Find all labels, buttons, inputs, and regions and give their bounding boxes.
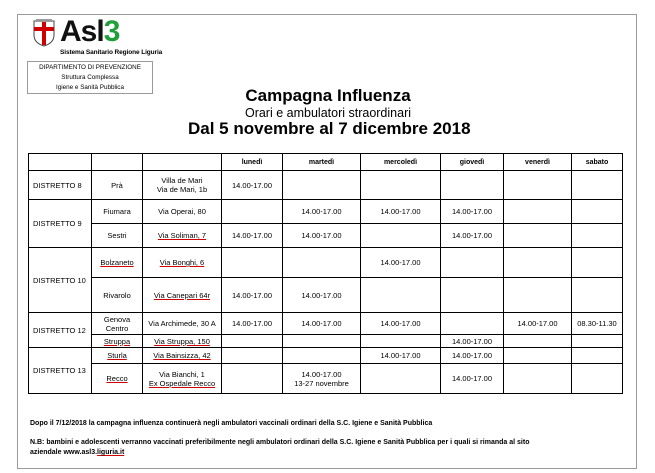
logo-tagline: Sistema Sanitario Regione Liguria xyxy=(60,49,163,56)
hours-cell xyxy=(504,364,572,394)
hours-cell: 14.00-17.00 xyxy=(283,313,361,335)
date-range: Dal 5 novembre al 7 dicembre 2018 xyxy=(188,119,471,138)
location-cell: Rivarolo xyxy=(92,278,143,313)
hours-cell xyxy=(504,248,572,278)
address-cell: Via Bianchi, 1 Ex Ospedale Recco xyxy=(143,364,222,394)
table-row xyxy=(29,248,623,278)
district-cell: DISTRETTO 8 xyxy=(29,171,92,200)
department-box xyxy=(27,61,153,94)
department-line: Struttura Complessa xyxy=(61,74,119,81)
hours-cell xyxy=(572,278,623,313)
schedule-table xyxy=(28,153,623,394)
hours-cell xyxy=(504,278,572,313)
hours-cell: 14.00-17.00 xyxy=(441,335,504,348)
district-cell: DISTRETTO 9 xyxy=(29,200,92,248)
address-cell: Via Canepari 64r xyxy=(143,278,222,313)
hours-cell xyxy=(572,335,623,348)
day-header: venerdì xyxy=(504,154,572,171)
hours-cell: 14.00-17.00 xyxy=(361,348,441,364)
liguria-crest-icon xyxy=(33,19,55,47)
hours-cell: 14.00-17.00 xyxy=(361,248,441,278)
location-cell: Recco xyxy=(92,364,143,394)
hours-cell: 14.00-17.00 xyxy=(441,200,504,224)
hours-cell: 14.00-17.00 xyxy=(283,278,361,313)
hours-cell: 14.00-17.00 xyxy=(222,171,283,200)
department-line: Igiene e Sanità Pubblica xyxy=(56,84,124,91)
address-cell: Via Bonghi, 6 xyxy=(143,248,222,278)
hours-cell xyxy=(504,171,572,200)
hours-cell xyxy=(222,248,283,278)
hours-cell: 14.00-17.00 13-27 novembre xyxy=(283,364,361,394)
hours-cell xyxy=(441,171,504,200)
hours-cell xyxy=(361,364,441,394)
location-cell: Bolzaneto xyxy=(92,248,143,278)
hours-cell: 14.00-17.00 xyxy=(441,348,504,364)
location-cell: Genova Centro xyxy=(92,313,143,335)
website-link[interactable]: liguria.it xyxy=(97,449,125,456)
hours-cell xyxy=(572,171,623,200)
hours-cell xyxy=(504,200,572,224)
hours-cell: 14.00-17.00 xyxy=(222,313,283,335)
table-row xyxy=(29,364,623,394)
hours-cell: 14.00-17.00 xyxy=(441,364,504,394)
hours-cell xyxy=(441,278,504,313)
location-cell: Fiumara xyxy=(92,200,143,224)
table-row xyxy=(29,348,623,364)
hours-cell xyxy=(222,200,283,224)
table-row xyxy=(29,171,623,200)
day-header: lunedì xyxy=(222,154,283,171)
hours-cell xyxy=(572,364,623,394)
hours-cell xyxy=(504,348,572,364)
table-row xyxy=(29,200,623,224)
district-cell: DISTRETTO 13 xyxy=(29,348,92,394)
address-cell: Via Soliman, 7 xyxy=(143,224,222,248)
day-header: giovedì xyxy=(441,154,504,171)
hours-cell: 14.00-17.00 xyxy=(361,200,441,224)
hours-cell: 14.00-17.00 xyxy=(504,313,572,335)
address-cell: Via Struppa, 150 xyxy=(143,335,222,348)
hours-cell xyxy=(283,348,361,364)
department-line: DIPARTIMENTO DI PREVENZIONE xyxy=(39,64,141,71)
note-children: N.B: bambini e adolescenti verranno vaccinati preferibilmente negli ambulatori ordinari della S.C. Igiene e Sanità Pubblica per i quali si rimanda al sito aziendale www.asl3.liguria.it xyxy=(30,439,530,456)
hours-cell: 14.00-17.00 xyxy=(222,224,283,248)
hours-cell: 14.00-17.00 xyxy=(222,278,283,313)
header-row xyxy=(29,154,623,171)
note-after-campaign: Dopo il 7/12/2018 la campagna influenza continuerà negli ambulatori vaccinali ordinari della S.C. Igiene e Sanità Pubblica xyxy=(30,420,433,427)
hours-cell xyxy=(361,171,441,200)
table-row xyxy=(29,313,623,335)
table-row xyxy=(29,224,623,248)
hours-cell xyxy=(572,200,623,224)
location-cell: Sturla xyxy=(92,348,143,364)
hours-cell xyxy=(572,248,623,278)
address-cell: Via Operai, 80 xyxy=(143,200,222,224)
address-cell: Via Archimede, 30 A xyxy=(143,313,222,335)
asl3-logo xyxy=(33,17,163,61)
page-subtitle: Orari e ambulatori straordinari xyxy=(244,106,412,120)
hours-cell xyxy=(504,224,572,248)
hours-cell xyxy=(222,364,283,394)
hours-cell: 14.00-17.00 xyxy=(283,200,361,224)
district-cell: DISTRETTO 10 xyxy=(29,248,92,313)
hours-cell xyxy=(222,348,283,364)
hours-cell xyxy=(441,313,504,335)
hours-cell xyxy=(572,348,623,364)
hours-cell: 14.00-17.00 xyxy=(361,313,441,335)
logo-wordmark: Asl3 xyxy=(60,15,120,48)
hours-cell xyxy=(504,335,572,348)
table-row xyxy=(29,335,623,348)
hours-cell: 14.00-17.00 xyxy=(283,224,361,248)
hours-cell xyxy=(441,248,504,278)
location-cell: Sestri xyxy=(92,224,143,248)
district-cell: DISTRETTO 12 xyxy=(29,313,92,348)
hours-cell xyxy=(222,335,283,348)
location-cell: Prà xyxy=(92,171,143,200)
day-header: mercoledì xyxy=(361,154,441,171)
hours-cell xyxy=(361,335,441,348)
hours-cell xyxy=(283,335,361,348)
hours-cell xyxy=(361,224,441,248)
hours-cell: 08.30-11.30 xyxy=(572,313,623,335)
hours-cell xyxy=(572,224,623,248)
hours-cell xyxy=(283,171,361,200)
page-title: Campagna Influenza xyxy=(245,86,411,105)
day-header: martedì xyxy=(283,154,361,171)
table-row xyxy=(29,278,623,313)
location-cell: Struppa xyxy=(92,335,143,348)
hours-cell: 14.00-17.00 xyxy=(441,224,504,248)
address-cell: Villa de Mari Via de Mari, 1b xyxy=(143,171,222,200)
hours-cell xyxy=(283,248,361,278)
address-cell: Via Bainsizza, 42 xyxy=(143,348,222,364)
day-header: sabato xyxy=(572,154,623,171)
hours-cell xyxy=(361,278,441,313)
